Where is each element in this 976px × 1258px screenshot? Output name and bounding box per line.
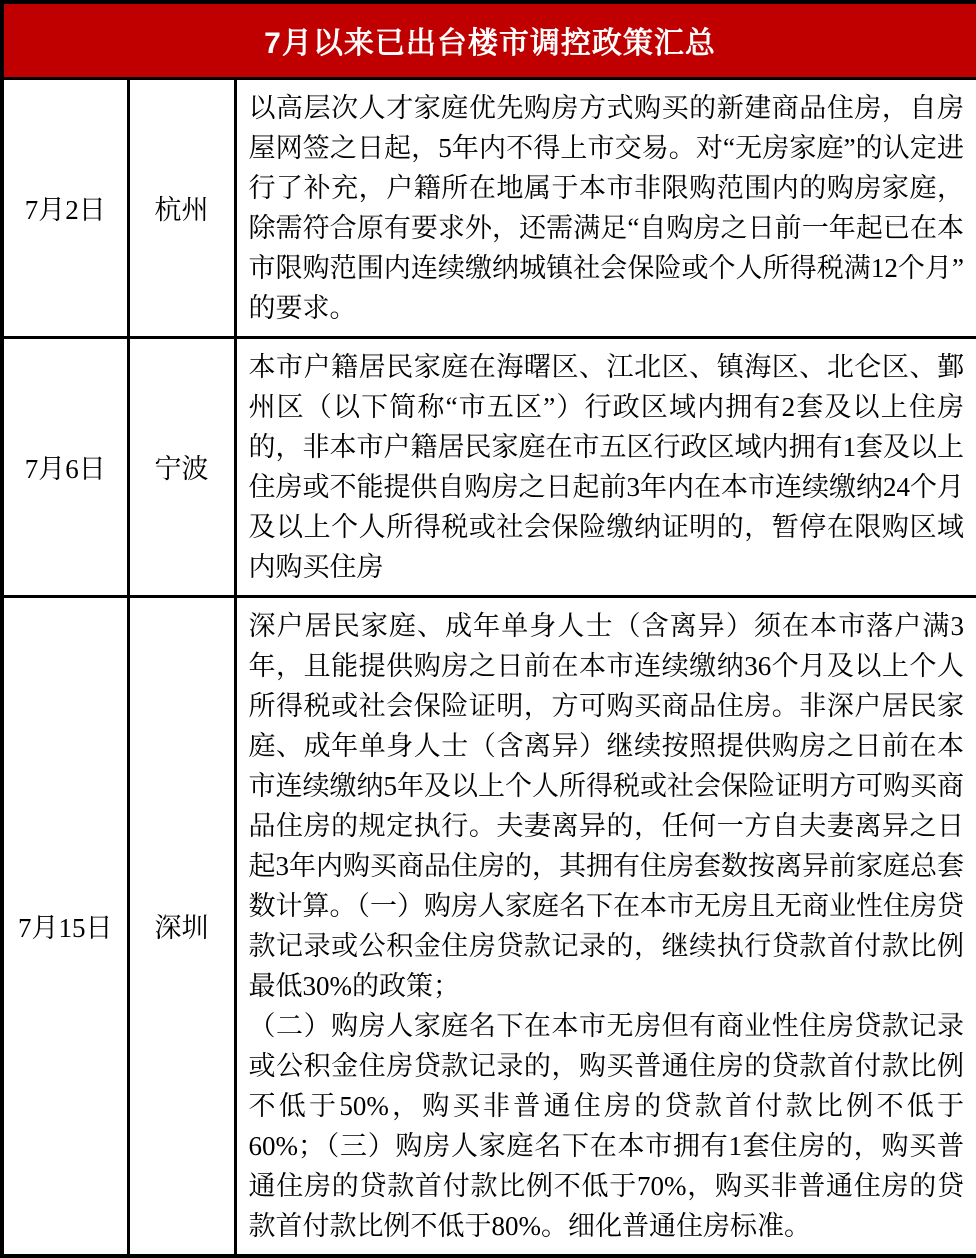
policy-table-body bbox=[2, 78, 976, 1256]
table-title-row bbox=[2, 2, 976, 78]
policy-cell bbox=[235, 337, 976, 596]
city-cell: 宁波 bbox=[128, 337, 235, 596]
policy-cell bbox=[235, 596, 976, 1256]
table-row bbox=[2, 78, 976, 337]
table-title: 7月以来已出台楼市调控政策汇总 bbox=[2, 2, 976, 78]
policy-paragraph: （二）购房人家庭名下在本市无房但有商业性住房贷款记录或公积金住房贷款记录的，购买普通住房的贷款首付款比例不低于50%，购买非普通住房的贷款首付款比例不低于60%；（三）购房人家庭名下在本市拥有1套住房的，购买普通住房的贷款首付款比例不低于70%，购买非普通住房的贷款首付款比例不低于80%。细化普通住房标准。 bbox=[248, 1010, 965, 1241]
city-cell: 杭州 bbox=[128, 78, 235, 337]
date-cell: 7月15日 bbox=[2, 596, 128, 1256]
policy-paragraph: 本市户籍居民家庭在海曙区、江北区、镇海区、北仑区、鄞州区（以下简称“市五区”）行政区域内拥有2套及以上住房的，非本市户籍居民家庭在市五区行政区域内拥有1套及以上住房或不能提供自购房之日起前3年内在本市连续缴纳24个月及以上个人所得税或社会保险缴纳证明的，暂停在限购区域内购买住房 bbox=[248, 351, 965, 582]
policy-paragraph: 深户居民家庭、成年单身人士（含离异）须在本市落户满3年，且能提供购房之日前在本市连续缴纳36个月及以上个人所得税或社会保险证明，方可购买商品住房。非深户居民家庭、成年单身人士（含离异）继续按照提供购房之日前在本市连续缴纳5年及以上个人所得税或社会保险证明方可购买商品住房的规定执行。夫妻离异的，任何一方自夫妻离异之日起3年内购买商品住房的，其拥有住房套数按离异前家庭总套数计算。（一）购房人家庭名下在本市无房且无商业性住房贷款记录或公积金住房贷款记录的，继续执行贷款首付款比例最低30%的政策； bbox=[248, 610, 965, 1001]
table-row bbox=[2, 337, 976, 596]
city-cell: 深圳 bbox=[128, 596, 235, 1256]
table-row bbox=[2, 596, 976, 1256]
policy-cell bbox=[235, 78, 976, 337]
date-cell: 7月6日 bbox=[2, 337, 128, 596]
policy-paragraph: 以高层次人才家庭优先购房方式购买的新建商品住房，自房屋网签之日起，5年内不得上市交易。对“无房家庭”的认定进行了补充，户籍所在地属于本市非限购范围内的购房家庭，除需符合原有要求外，还需满足“自购房之日前一年起已在本市限购范围内连续缴纳城镇社会保险或个人所得税满12个月”的要求。 bbox=[248, 92, 965, 323]
date-cell: 7月2日 bbox=[2, 78, 128, 337]
